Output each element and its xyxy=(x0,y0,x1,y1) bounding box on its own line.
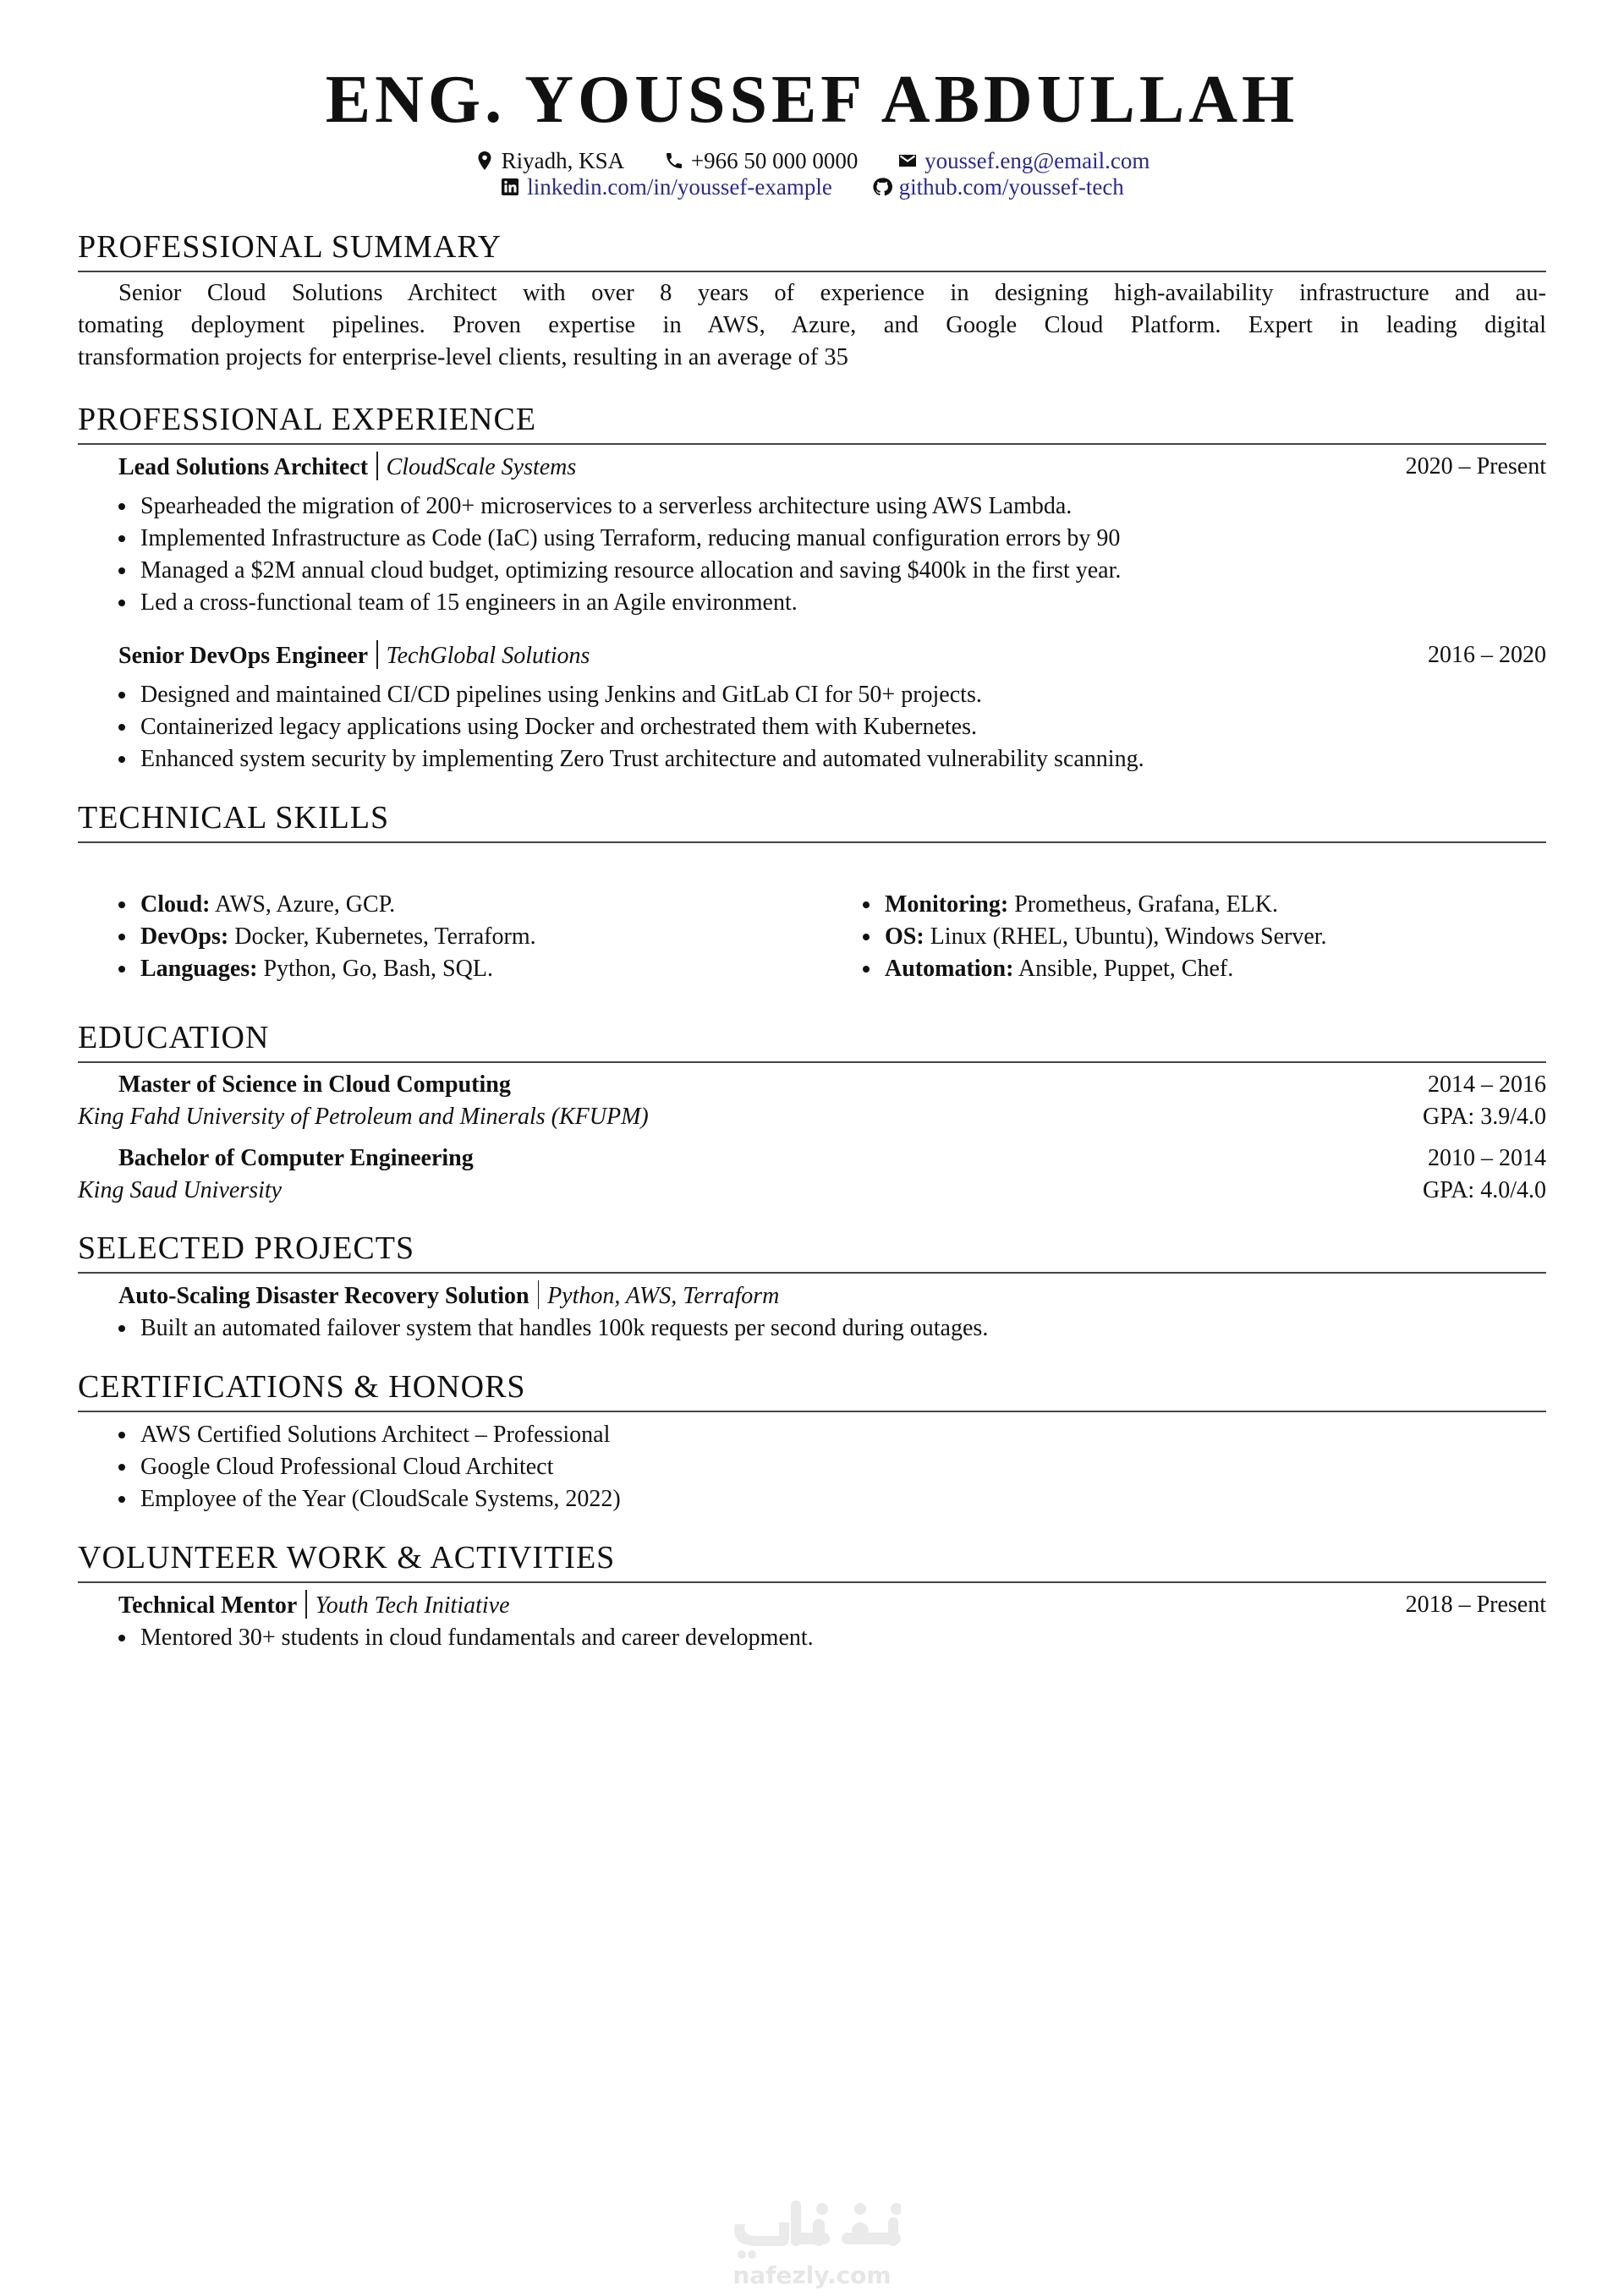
section-skills xyxy=(78,799,1546,982)
skill-item xyxy=(863,922,1327,952)
bullet-text: Mentored 30+ students in cloud fundamentals and career development. xyxy=(140,1625,814,1651)
job-bullet xyxy=(118,588,798,618)
bullet-text: Containerized legacy applications using Docker and orchestrated them with Kubernetes. xyxy=(140,714,977,740)
project-header xyxy=(78,1280,1546,1312)
cert-text: Employee of the Year (CloudScale Systems, 2022) xyxy=(140,1486,621,1512)
bullet-text: Spearheaded the migration of 200+ microservices to a serverless architecture using AWS Lambda. xyxy=(140,493,1073,519)
github-link[interactable]: github.com/youssef-tech xyxy=(898,174,1124,200)
volunteer-header xyxy=(78,1590,1546,1621)
section-title: TECHNICAL SKILLS xyxy=(78,800,390,836)
volunteer-org: Youth Tech Initiative xyxy=(315,1592,510,1619)
project-bullet xyxy=(118,1313,988,1344)
volunteer-dates: 2018 – Present xyxy=(1405,1592,1546,1618)
section-rule xyxy=(78,443,1546,445)
section-education xyxy=(78,1019,1546,1203)
skill-label: Monitoring: xyxy=(885,891,1009,918)
bullet-dot xyxy=(863,901,870,908)
bullet-dot xyxy=(118,756,125,763)
volunteer-bullet xyxy=(118,1623,814,1653)
job-bullet xyxy=(118,712,977,743)
section-rule xyxy=(78,1581,1546,1583)
section-summary xyxy=(78,228,1546,370)
bullet-dot xyxy=(118,1635,125,1641)
bullet-dot xyxy=(118,1325,125,1332)
cert-item xyxy=(118,1452,553,1482)
bullet-text: Implemented Infrastructure as Code (IaC) using Terraform, reducing manual configuration errors by 90 xyxy=(140,525,1121,551)
section-title: EDUCATION xyxy=(78,1020,270,1055)
github-icon xyxy=(872,177,892,197)
skill-label: Cloud: xyxy=(140,891,211,918)
skill-item xyxy=(863,890,1278,920)
section-experience xyxy=(78,401,1546,772)
separator xyxy=(538,1280,540,1309)
degree-row xyxy=(78,1143,1546,1174)
bullet-dot xyxy=(863,966,870,973)
contact-email[interactable] xyxy=(897,147,1149,174)
cert-item xyxy=(118,1420,610,1450)
contact-row-2 xyxy=(0,173,1624,203)
section-title: PROFESSIONAL SUMMARY xyxy=(78,229,502,265)
skill-item xyxy=(863,954,1233,984)
email-link[interactable]: youssef.eng@email.com xyxy=(924,148,1150,173)
skill-value: Prometheus, Grafana, ELK. xyxy=(1014,891,1279,918)
bullet-dot xyxy=(118,724,125,731)
skill-label: Automation: xyxy=(885,956,1014,982)
degree-dates: 2014 – 2016 xyxy=(1428,1071,1546,1098)
degree-row xyxy=(78,1070,1546,1100)
degree-name: Bachelor of Computer Engineering xyxy=(118,1145,474,1171)
nafezly-watermark-logo xyxy=(723,2199,901,2292)
section-rule xyxy=(78,1272,1546,1274)
job-role: Senior DevOps Engineer xyxy=(118,643,369,669)
section-title: VOLUNTEER WORK & ACTIVITIES xyxy=(78,1540,616,1575)
bullet-dot xyxy=(118,966,125,973)
section-title: CERTIFICATIONS & HONORS xyxy=(78,1369,526,1405)
volunteer-role: Technical Mentor xyxy=(118,1592,298,1619)
school-name: King Saud University xyxy=(78,1177,283,1203)
summary-line: tomating deployment pipelines. Proven expertise in AWS, Azure, and Google Cloud Platform. Expert in leading digital xyxy=(78,312,1546,338)
contact-row-1 xyxy=(0,147,1624,177)
bullet-dot xyxy=(118,1464,125,1471)
job-bullet xyxy=(118,680,982,710)
project-stack: Python, AWS, Terraform xyxy=(547,1283,780,1309)
job-dates: 2020 – Present xyxy=(1405,453,1546,479)
bullet-text: Managed a $2M annual cloud budget, optimizing resource allocation and saving $400k in the first year. xyxy=(140,557,1122,584)
cert-item xyxy=(118,1484,621,1515)
location-text: Riyadh, KSA xyxy=(501,148,625,173)
skill-label: DevOps: xyxy=(140,923,229,950)
section-title: SELECTED PROJECTS xyxy=(78,1230,415,1266)
map-pin-icon xyxy=(475,151,495,171)
linkedin-link[interactable]: linkedin.com/in/youssef-example xyxy=(527,174,832,200)
skill-item xyxy=(118,922,536,952)
bullet-dot xyxy=(118,535,125,542)
summary-line: transformation projects for enterprise-level clients, resulting in an average of 35 xyxy=(78,344,848,370)
skill-value: Python, Go, Bash, SQL. xyxy=(263,956,493,982)
gpa: GPA: 3.9/4.0 xyxy=(1422,1104,1546,1130)
section-rule xyxy=(78,841,1546,843)
school-row xyxy=(78,1102,1546,1132)
skill-item xyxy=(118,890,395,920)
project-name: Auto-Scaling Disaster Recovery Solution xyxy=(118,1283,529,1309)
skill-label: Languages: xyxy=(140,956,258,982)
bullet-dot xyxy=(118,934,125,940)
section-volunteer xyxy=(78,1539,1546,1651)
job-company: CloudScale Systems xyxy=(386,454,577,480)
section-rule xyxy=(78,1411,1546,1412)
job-bullet xyxy=(118,523,1120,554)
job-role: Lead Solutions Architect xyxy=(118,454,369,480)
svg-text:nafezly.com: nafezly.com xyxy=(732,2261,892,2289)
school-name: King Fahd University of Petroleum and Minerals (KFUPM) xyxy=(78,1104,649,1130)
bullet-dot xyxy=(118,1432,125,1438)
job-bullet xyxy=(118,744,1144,775)
contact-linkedin[interactable] xyxy=(500,173,832,200)
bullet-dot xyxy=(118,503,125,510)
separator xyxy=(305,1590,307,1619)
degree-name: Master of Science in Cloud Computing xyxy=(118,1071,511,1098)
bullet-text: Built an automated failover system that handles 100k requests per second during outages. xyxy=(140,1315,989,1341)
bullet-text: Enhanced system security by implementing Zero Trust architecture and automated vulnerability scanning. xyxy=(140,746,1144,772)
separator xyxy=(376,640,378,669)
contact-github[interactable] xyxy=(872,173,1124,200)
skill-value: Docker, Kubernetes, Terraform. xyxy=(234,923,536,950)
job-header xyxy=(78,452,1546,483)
section-certifications xyxy=(78,1368,1546,1512)
section-rule xyxy=(78,271,1546,272)
skill-value: Linux (RHEL, Ubuntu), Windows Server. xyxy=(930,923,1327,950)
section-projects xyxy=(78,1230,1546,1341)
section-rule xyxy=(78,1061,1546,1063)
envelope-icon xyxy=(897,151,918,171)
phone-icon xyxy=(664,151,684,171)
skill-item xyxy=(118,954,493,984)
cert-text: Google Cloud Professional Cloud Architect xyxy=(140,1454,554,1480)
bullet-text: Led a cross-functional team of 15 engineers in an Agile environment. xyxy=(140,589,798,616)
linkedin-icon xyxy=(500,177,520,197)
school-row xyxy=(78,1175,1546,1206)
job-dates: 2016 – 2020 xyxy=(1428,642,1546,668)
separator xyxy=(376,452,378,480)
bullet-dot xyxy=(118,692,125,699)
bullet-dot xyxy=(118,1496,125,1503)
job-bullet xyxy=(118,491,1072,522)
skill-value: Ansible, Puppet, Chef. xyxy=(1018,956,1234,982)
contact-phone xyxy=(664,147,858,174)
cert-text: AWS Certified Solutions Architect – Professional xyxy=(140,1422,611,1448)
bullet-text: Designed and maintained CI/CD pipelines using Jenkins and GitLab CI for 50+ projects. xyxy=(140,682,982,708)
job-company: TechGlobal Solutions xyxy=(386,643,590,669)
contact-location xyxy=(475,147,625,174)
gpa: GPA: 4.0/4.0 xyxy=(1422,1177,1546,1203)
skill-label: OS: xyxy=(885,923,924,950)
summary-paragraph xyxy=(78,277,1546,374)
job-bullet xyxy=(118,556,1121,586)
phone-text: +966 50 000 0000 xyxy=(690,148,859,173)
bullet-dot xyxy=(118,567,125,574)
bullet-dot xyxy=(118,901,125,908)
bullet-dot xyxy=(118,600,125,606)
job-header xyxy=(78,640,1546,671)
skill-value: AWS, Azure, GCP. xyxy=(214,891,396,918)
candidate-name: ENG. YOUSSEF ABDULLAH xyxy=(325,63,1299,137)
degree-dates: 2010 – 2014 xyxy=(1428,1145,1546,1171)
bullet-dot xyxy=(863,934,870,940)
summary-line: Senior Cloud Solutions Architect with over 8 years of experience in designing high-availability infrastructure and au- xyxy=(118,280,1546,306)
section-title: PROFESSIONAL EXPERIENCE xyxy=(78,402,537,437)
